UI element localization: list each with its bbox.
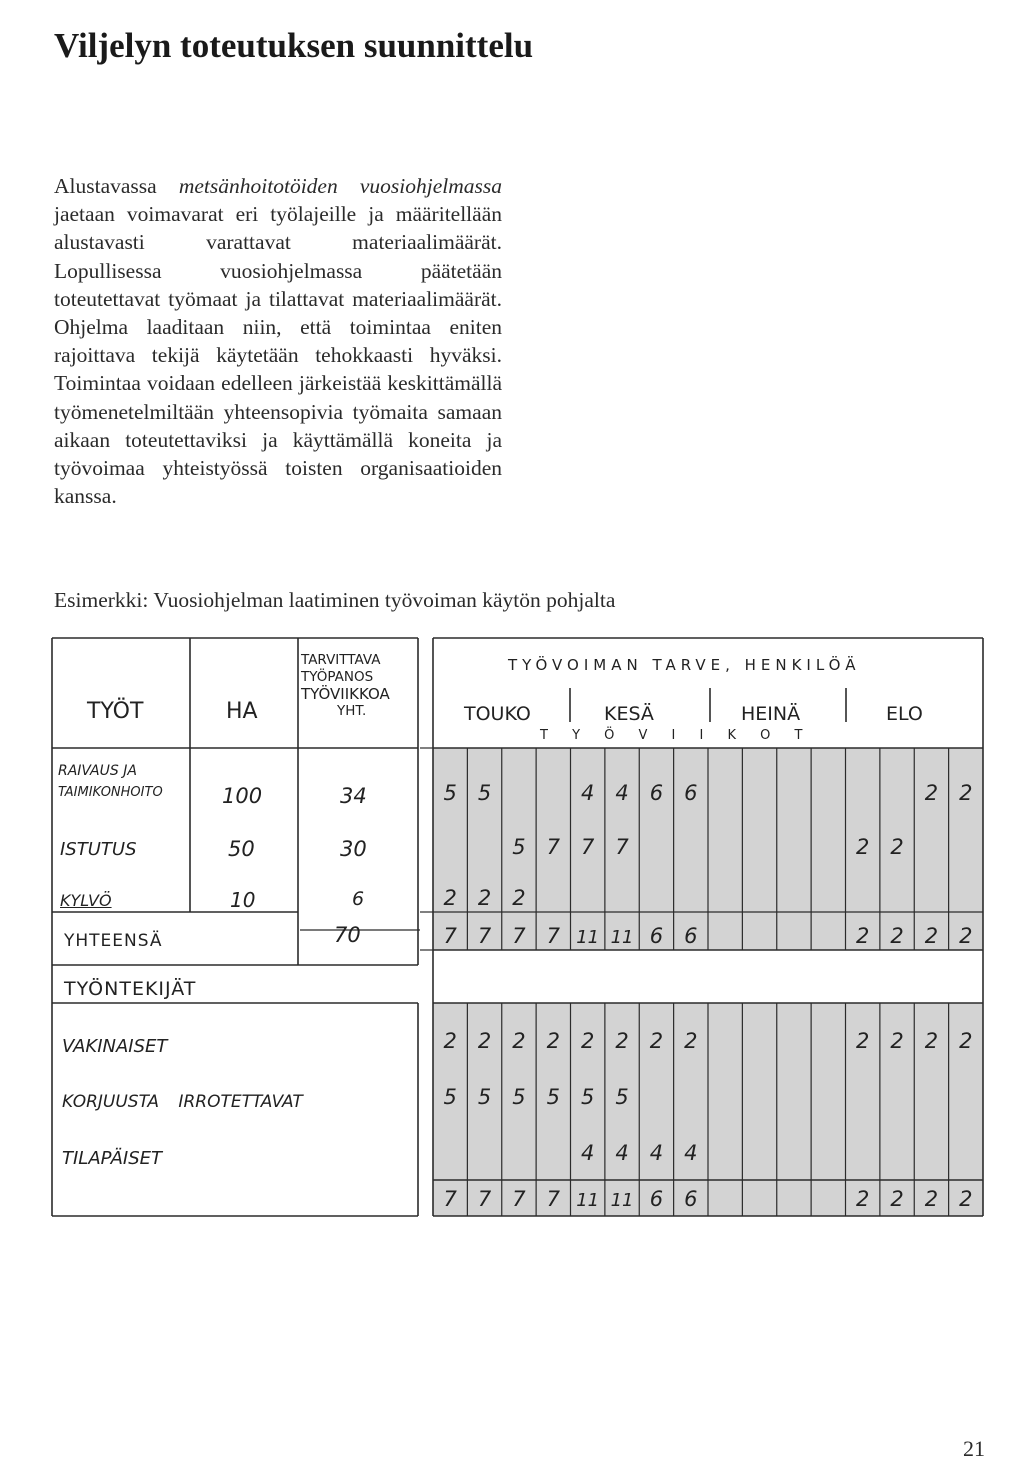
week-value-cell: 7 [512,924,526,948]
week-value-cell: 2 [890,1187,904,1211]
task-weeks-istutus: 30 [340,837,367,861]
week-value-cell: 5 [581,1085,595,1109]
intro-text-end: jaetaan voimavarat eri työlajeille ja määritellään alustavasti varattavat materiaalimäärät. Lopullisessa vuosiohjelmassa päätetään toteutettavat työmaat ja tilattavat materiaalimäärät. Ohjelma laaditaan niin, että toimintaa eniten rajoittava tekijä käytetään tehokkaasti hyväksi. Toimintaa voidaan edelleen järkeistää keskittämällä työmenetelmiltään yhteensopivia työmaita samaan aikaan toteutettaviksi ja käyttämällä koneita ja työvoimaa yhteistyössä toisten organisaatioiden kanssa. [54,202,502,509]
week-value-cell: 2 [890,835,904,859]
week-value-cell: 2 [546,1029,560,1053]
week-value-cell: 11 [610,927,634,948]
week-value-cell: 2 [615,1029,629,1053]
week-value-cell: 4 [649,1141,664,1165]
worker-name-korjuusta: KORJUUSTA IRROTETTAVAT [62,1092,303,1112]
worker-name-vakinaiset: VAKINAISET [62,1036,168,1057]
task-raivaus-line-1: RAIVAUS JA [58,763,137,779]
total-weeks: 70 [334,923,361,947]
week-value-cell: 2 [959,1187,973,1211]
week-value-cell: 2 [959,1029,973,1053]
week-value-cell: 2 [924,1029,939,1053]
month-touko: TOUKO [464,703,531,725]
week-value-cell: 2 [856,1187,870,1211]
week-value-cell: 2 [512,886,526,910]
task-weeks-kylvo: 6 [352,888,365,910]
tarvittava-line-4: YHT. [337,703,367,719]
week-value-cell: 5 [546,1085,560,1109]
tyoviikot-label: T Y Ö V I I K O T [540,728,813,743]
week-value-cell: 2 [959,781,973,805]
week-value-cell: 7 [546,1187,560,1211]
page-number: 21 [963,1436,985,1461]
week-value-cell: 2 [684,1029,698,1053]
week-value-cell: 11 [610,1190,634,1211]
page-title: Viljelyn toteutuksen suunnittelu [54,26,534,65]
week-value-cell: 4 [581,1141,595,1165]
column-header-tarvittava [301,652,417,720]
week-value-cell: 5 [512,835,526,859]
column-header-tyot: TYÖT [87,699,144,724]
task-weeks-raivaus: 34 [340,784,367,808]
week-value-cell: 11 [576,927,600,948]
intro-italic-term: metsänhoitotöiden vuosiohjelmassa [178,174,502,198]
week-value-cell: 2 [924,1187,939,1211]
week-value-cell: 6 [649,781,664,805]
week-value-cell: 2 [856,924,870,948]
task-name-kylvo: KYLVÖ [60,891,112,910]
week-value-cell: 5 [477,781,492,805]
week-value-cell: 4 [581,781,595,805]
week-value-cell: 6 [684,924,698,948]
week-value-cell: 6 [684,1187,698,1211]
week-value-cell: 4 [615,1141,629,1165]
task-name-raivaus [58,760,163,804]
week-value-cell: 7 [477,924,492,948]
month-elo: ELO [886,703,923,725]
task-raivaus-line-2: TAIMIKONHOITO [58,785,163,800]
week-value-cell: 7 [443,1187,457,1211]
week-value-cell: 2 [443,1029,457,1053]
tarvittava-line-2: TYÖPANOS [301,669,374,685]
total-label: YHTEENSÄ [64,931,163,951]
week-value-cell: 5 [443,1085,457,1109]
week-value-cell: 2 [890,1029,904,1053]
week-value-cell: 4 [684,1141,698,1165]
task-ha-raivaus: 100 [222,784,263,808]
week-value-cell: 6 [649,1187,664,1211]
week-value-cell: 5 [512,1085,526,1109]
month-kesa: KESÄ [604,703,654,725]
week-value-cell: 7 [581,835,595,859]
week-value-cell: 2 [649,1029,664,1053]
tarvittava-line-3: TYÖVIIKKOA [301,685,390,703]
week-value-cell: 5 [443,781,457,805]
week-value-cell: 7 [443,924,457,948]
week-value-cell: 2 [443,886,457,910]
task-ha-istutus: 50 [228,837,255,861]
week-value-cell: 5 [477,1085,492,1109]
week-value-cell: 2 [890,924,904,948]
week-value-cell: 7 [615,835,629,859]
week-value-cell: 2 [581,1029,595,1053]
task-name-istutus: ISTUTUS [60,839,137,860]
week-value-cell: 2 [512,1029,526,1053]
month-heina: HEINÄ [741,703,801,725]
task-ha-kylvo: 10 [230,888,256,912]
week-value-cell: 2 [856,1029,870,1053]
intro-text-start: Alustavassa [54,174,179,198]
week-value-cell: 11 [576,1190,600,1211]
demand-header: TYÖVOIMAN TARVE, HENKILÖÄ [508,656,861,674]
week-value-cell: 2 [924,781,939,805]
tarvittava-line-1: TARVITTAVA [301,652,381,668]
week-value-cell: 7 [512,1187,526,1211]
week-value-cell: 2 [959,924,973,948]
week-value-cell: 7 [546,835,560,859]
week-value-cell: 2 [477,1029,492,1053]
column-header-ha: HA [226,699,258,724]
worker-name-tilapaiset: TILAPÄISET [62,1148,163,1169]
week-value-cell: 7 [477,1187,492,1211]
week-value-cell: 6 [684,781,698,805]
week-value-cell: 5 [615,1085,629,1109]
week-value-cell: 6 [649,924,664,948]
week-value-cell: 2 [477,886,492,910]
week-value-cell: 7 [546,924,560,948]
week-value-cell: 4 [615,781,629,805]
week-value-cell: 2 [856,835,870,859]
week-value-cell: 2 [924,924,939,948]
workers-label: TYÖNTEKIJÄT [64,978,197,1000]
example-caption: Esimerkki: Vuosiohjelman laatiminen työvoiman käytön pohjalta [54,588,616,612]
